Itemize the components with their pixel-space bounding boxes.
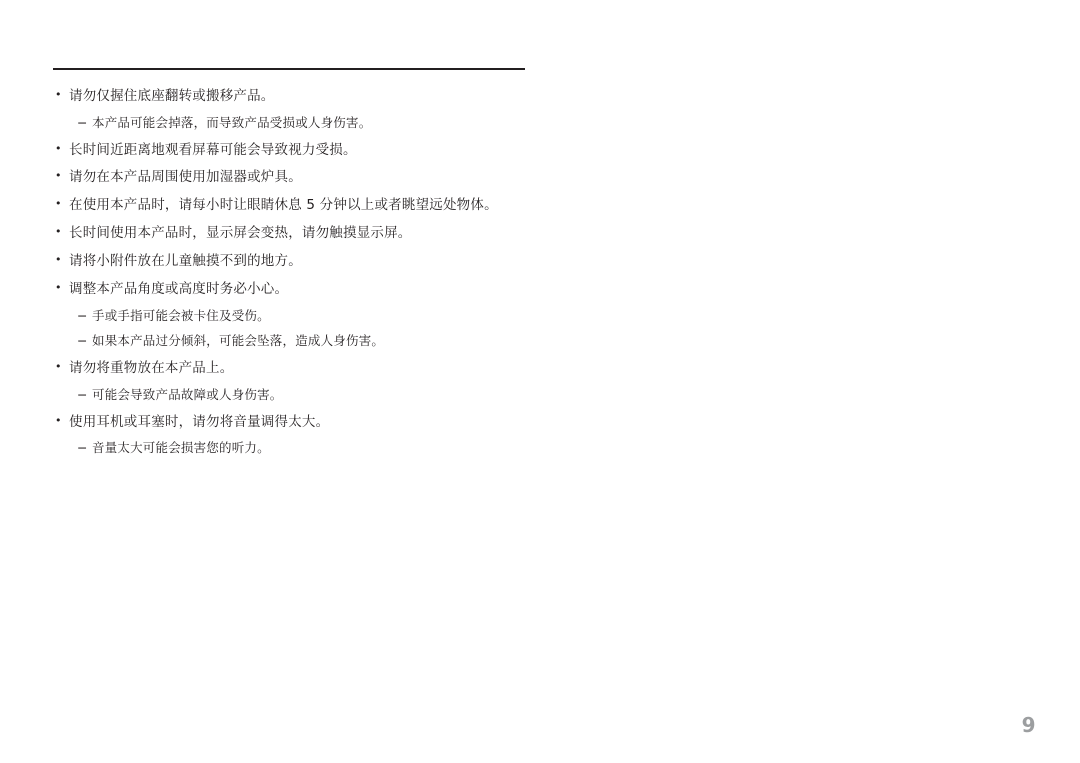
dash-icon: − bbox=[77, 440, 88, 456]
bullet-icon: • bbox=[55, 225, 62, 239]
bullet-item bbox=[53, 88, 1013, 105]
sub-item bbox=[53, 387, 1013, 403]
item-text: 使用耳机或耳塞时，请勿将音量调得太大。 bbox=[69, 413, 330, 430]
dash-icon: − bbox=[77, 333, 88, 349]
item-text: 调整本产品角度或高度时务必小心。 bbox=[69, 280, 289, 297]
header-divider bbox=[53, 68, 525, 70]
bullet-icon: • bbox=[55, 141, 62, 155]
bullet-icon: • bbox=[55, 88, 62, 101]
bullet-item bbox=[53, 414, 1013, 431]
bullet-item bbox=[53, 169, 1013, 186]
bullet-item bbox=[53, 253, 1013, 270]
item-text: 本产品可能会掉落，而导致产品受损或人身伤害。 bbox=[92, 114, 372, 130]
bullet-item bbox=[53, 197, 1013, 214]
bullet-icon: • bbox=[55, 413, 62, 427]
bullet-item bbox=[53, 225, 1013, 242]
item-text: 长时间近距离地观看屏幕可能会导致视力受损。 bbox=[69, 141, 357, 158]
sub-item bbox=[53, 333, 1013, 349]
bullet-icon: • bbox=[55, 280, 62, 294]
sub-item bbox=[53, 440, 1013, 456]
item-text: 长时间使用本产品时，显示屏会变热，请勿触摸显示屏。 bbox=[69, 225, 412, 242]
item-text: 请勿将重物放在本产品上。 bbox=[69, 360, 234, 376]
bullet-icon: • bbox=[55, 253, 62, 266]
bullet-icon: • bbox=[55, 169, 62, 183]
dash-icon: − bbox=[77, 307, 88, 323]
bullet-icon: • bbox=[55, 360, 62, 373]
bullet-item bbox=[53, 142, 1013, 159]
item-text: 在使用本产品时，请每小时让眼睛休息 5 分钟以上或者眺望远处物体。 bbox=[69, 197, 498, 214]
item-text: 手或手指可能会被卡住及受伤。 bbox=[92, 307, 270, 323]
item-text: 请勿仅握住底座翻转或搬移产品。 bbox=[69, 88, 275, 104]
dash-icon: − bbox=[77, 386, 88, 402]
item-text: 如果本产品过分倾斜，可能会坠落，造成人身伤害。 bbox=[92, 333, 385, 349]
page-number: 9 bbox=[1021, 713, 1036, 737]
item-text: 音量太大可能会损害您的听力。 bbox=[92, 440, 270, 456]
safety-instructions-list bbox=[53, 88, 1013, 456]
bullet-item bbox=[53, 360, 1013, 377]
item-text: 请将小附件放在儿童触摸不到的地方。 bbox=[69, 253, 302, 269]
item-text: 可能会导致产品故障或人身伤害。 bbox=[92, 386, 283, 402]
dash-icon: − bbox=[77, 114, 88, 130]
bullet-item bbox=[53, 281, 1013, 298]
sub-item bbox=[53, 115, 1013, 131]
sub-item bbox=[53, 308, 1013, 324]
bullet-icon: • bbox=[55, 197, 62, 211]
item-text: 请勿在本产品周围使用加湿器或炉具。 bbox=[69, 169, 302, 186]
